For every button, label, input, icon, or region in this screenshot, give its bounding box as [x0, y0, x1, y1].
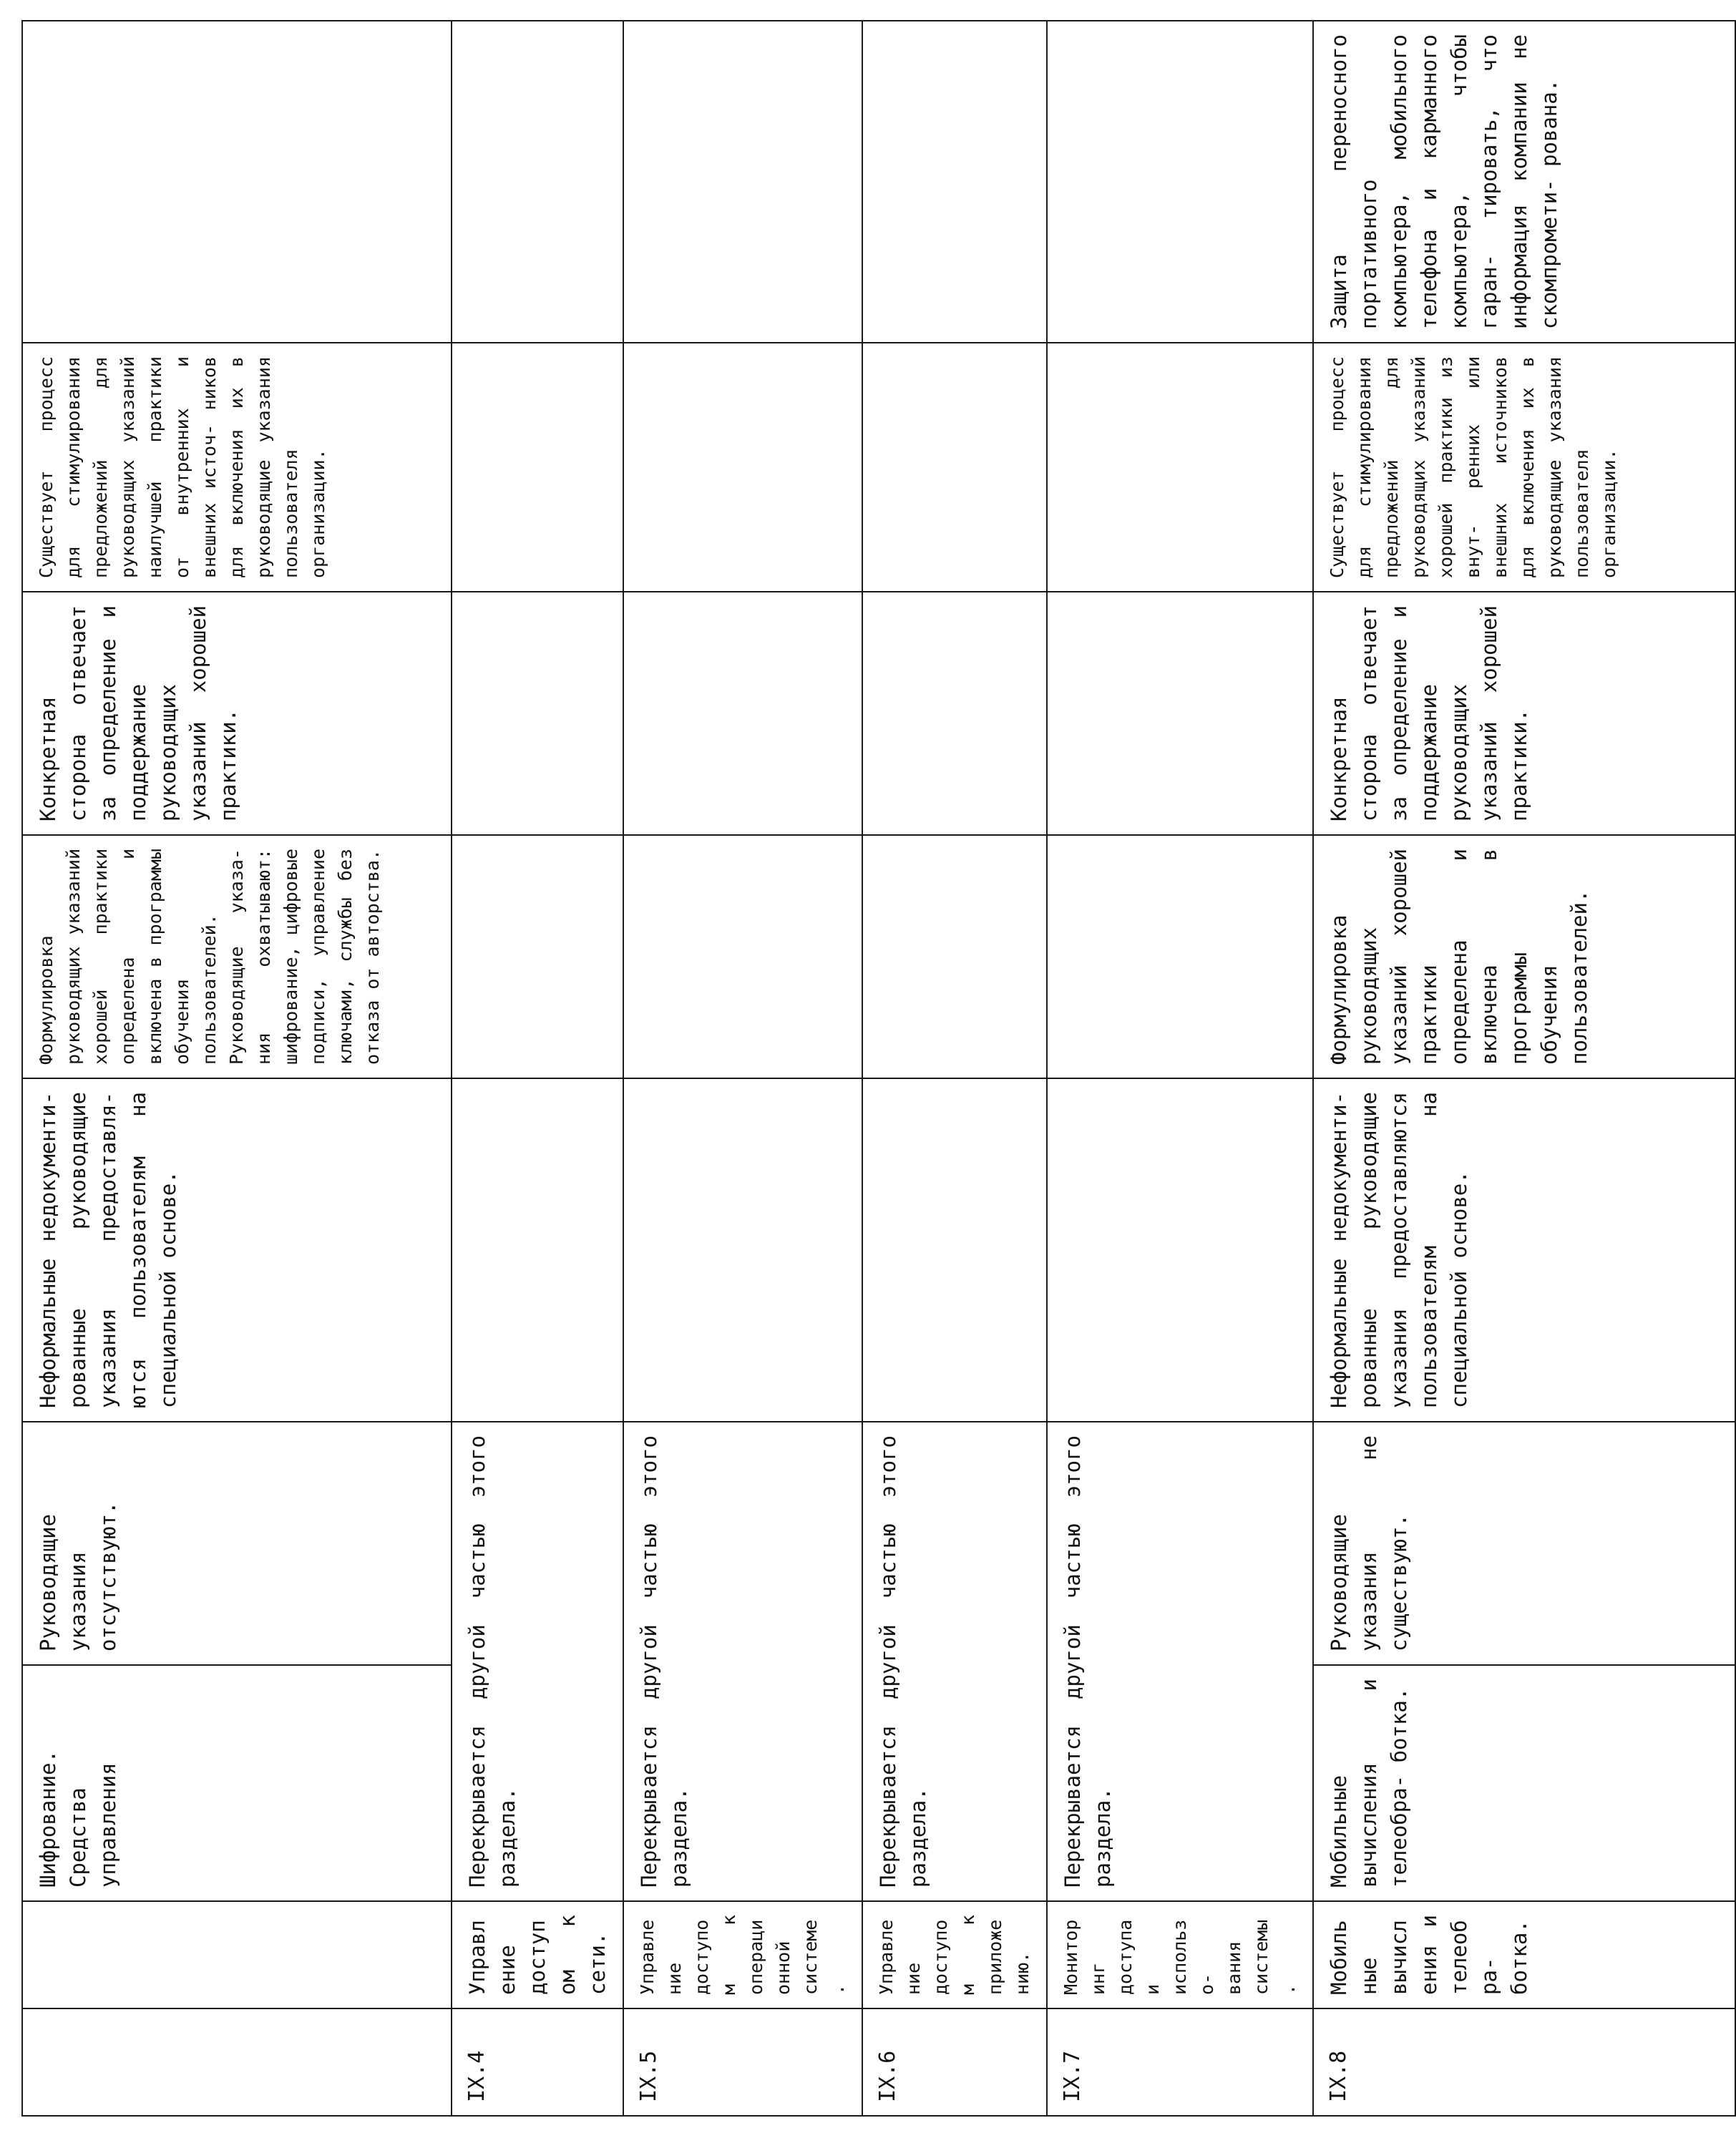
row-empty-cell — [623, 592, 862, 835]
row-control: Мобильные вычисления и телеобра- ботка. — [1313, 1665, 1735, 1901]
header-level5-cell — [22, 21, 452, 343]
row-empty-cell — [862, 835, 1047, 1078]
maturity-table — [21, 20, 1736, 2117]
row-name: Мониторинг доступа и использо- вания системы. — [1047, 1901, 1313, 2008]
row-level3: Конкретная сторона отвечает за определение и поддержание руководящих указаний хорошей практики. — [1313, 592, 1735, 835]
row-name: Управление доступом к операционной системе. — [623, 1901, 862, 2008]
row-empty-cell — [452, 835, 623, 1078]
row-empty-cell — [862, 592, 1047, 835]
row-name: Управление доступом к приложению. — [862, 1901, 1047, 2008]
row-empty-cell — [452, 1078, 623, 1422]
row-empty-cell — [623, 343, 862, 592]
row-empty-cell — [623, 21, 862, 343]
rotated-page — [0, 0, 1367, 2138]
header-row — [22, 21, 452, 2116]
row-level0: Руководящие указания не существуют. — [1313, 1422, 1735, 1665]
row-covered-note: Перекрывается другой частью этого раздела. — [623, 1422, 862, 1901]
header-name-cell — [22, 1901, 452, 2008]
row-covered-note: Перекрывается другой частью этого раздела. — [452, 1422, 623, 1901]
row-code: IX.7 — [1047, 2008, 1313, 2116]
table-row — [452, 21, 623, 2116]
row-level4: Существует процесс для стимулирования предложений для руководящих указаний хорошей практики из внут- ренних или внешних источников для включения их в руководящие указания пользователя организации. — [1313, 343, 1735, 592]
row-empty-cell — [1047, 343, 1313, 592]
row-level1: Неформальные недокументи- рованные руководящие указания предоставляются пользователям на специальной основе. — [1313, 1078, 1735, 1422]
row-code: IX.6 — [862, 2008, 1047, 2116]
row-empty-cell — [1047, 592, 1313, 835]
row-empty-cell — [452, 343, 623, 592]
row-code: IX.4 — [452, 2008, 623, 2116]
header-level1-cell: Неформальные недокументи- рованные руководящие указания предоставля- ются пользователям на специальной основе. — [22, 1078, 452, 1422]
row-empty-cell — [1047, 835, 1313, 1078]
header-code-cell — [22, 2008, 452, 2116]
table-row — [1313, 21, 1735, 2116]
row-empty-cell — [623, 1078, 862, 1422]
table-row — [862, 21, 1047, 2116]
row-empty-cell — [1047, 21, 1313, 343]
row-empty-cell — [862, 343, 1047, 592]
row-empty-cell — [452, 592, 623, 835]
header-level3-cell: Конкретная сторона отвечает за определение и поддержание руководящих указаний хорошей практики. — [22, 592, 452, 835]
header-level4-cell: Существует процесс для стимулирования предложений для руководящих указаний наилучшей практики от внутренних и внешних источ- ников для включения их в руководящие указания пользователя организации. — [22, 343, 452, 592]
header-control-cell: Шифрование. Средства управления — [22, 1665, 452, 1901]
row-empty-cell — [862, 1078, 1047, 1422]
row-code: IX.8 — [1313, 2008, 1735, 2116]
row-code: IX.5 — [623, 2008, 862, 2116]
row-level5: Защита переносного портативного компьютера, мобильного телефона и карманного компьютера, чтобы гаран- тировать, что информация компании не скомпромети- рована. — [1313, 21, 1735, 343]
table-row — [623, 21, 862, 2116]
row-name: Управление доступом к сети. — [452, 1901, 623, 2008]
row-empty-cell — [452, 21, 623, 343]
row-empty-cell — [1047, 1078, 1313, 1422]
row-empty-cell — [623, 835, 862, 1078]
row-empty-cell — [862, 21, 1047, 343]
header-level2-cell: Формулировка руководящих указаний хорошей практики определена и включена в программы обучения пользователей. Руководящие указа- ния охватывают: шифрование, цифровые подписи, управление ключами, службы без отказа от авторства. — [22, 835, 452, 1078]
row-name: Мобильные вычисления и телеобра- ботка. — [1313, 1901, 1735, 2008]
row-covered-note: Перекрывается другой частью этого раздела. — [862, 1422, 1047, 1901]
row-covered-note: Перекрывается другой частью этого раздела. — [1047, 1422, 1313, 1901]
table-row — [1047, 21, 1313, 2116]
header-level0-cell: Руководящие указания отсутствуют. — [22, 1422, 452, 1665]
row-level2: Формулировка руководящих указаний хорошей практики определена и включена в программы обучения пользователей. — [1313, 835, 1735, 1078]
